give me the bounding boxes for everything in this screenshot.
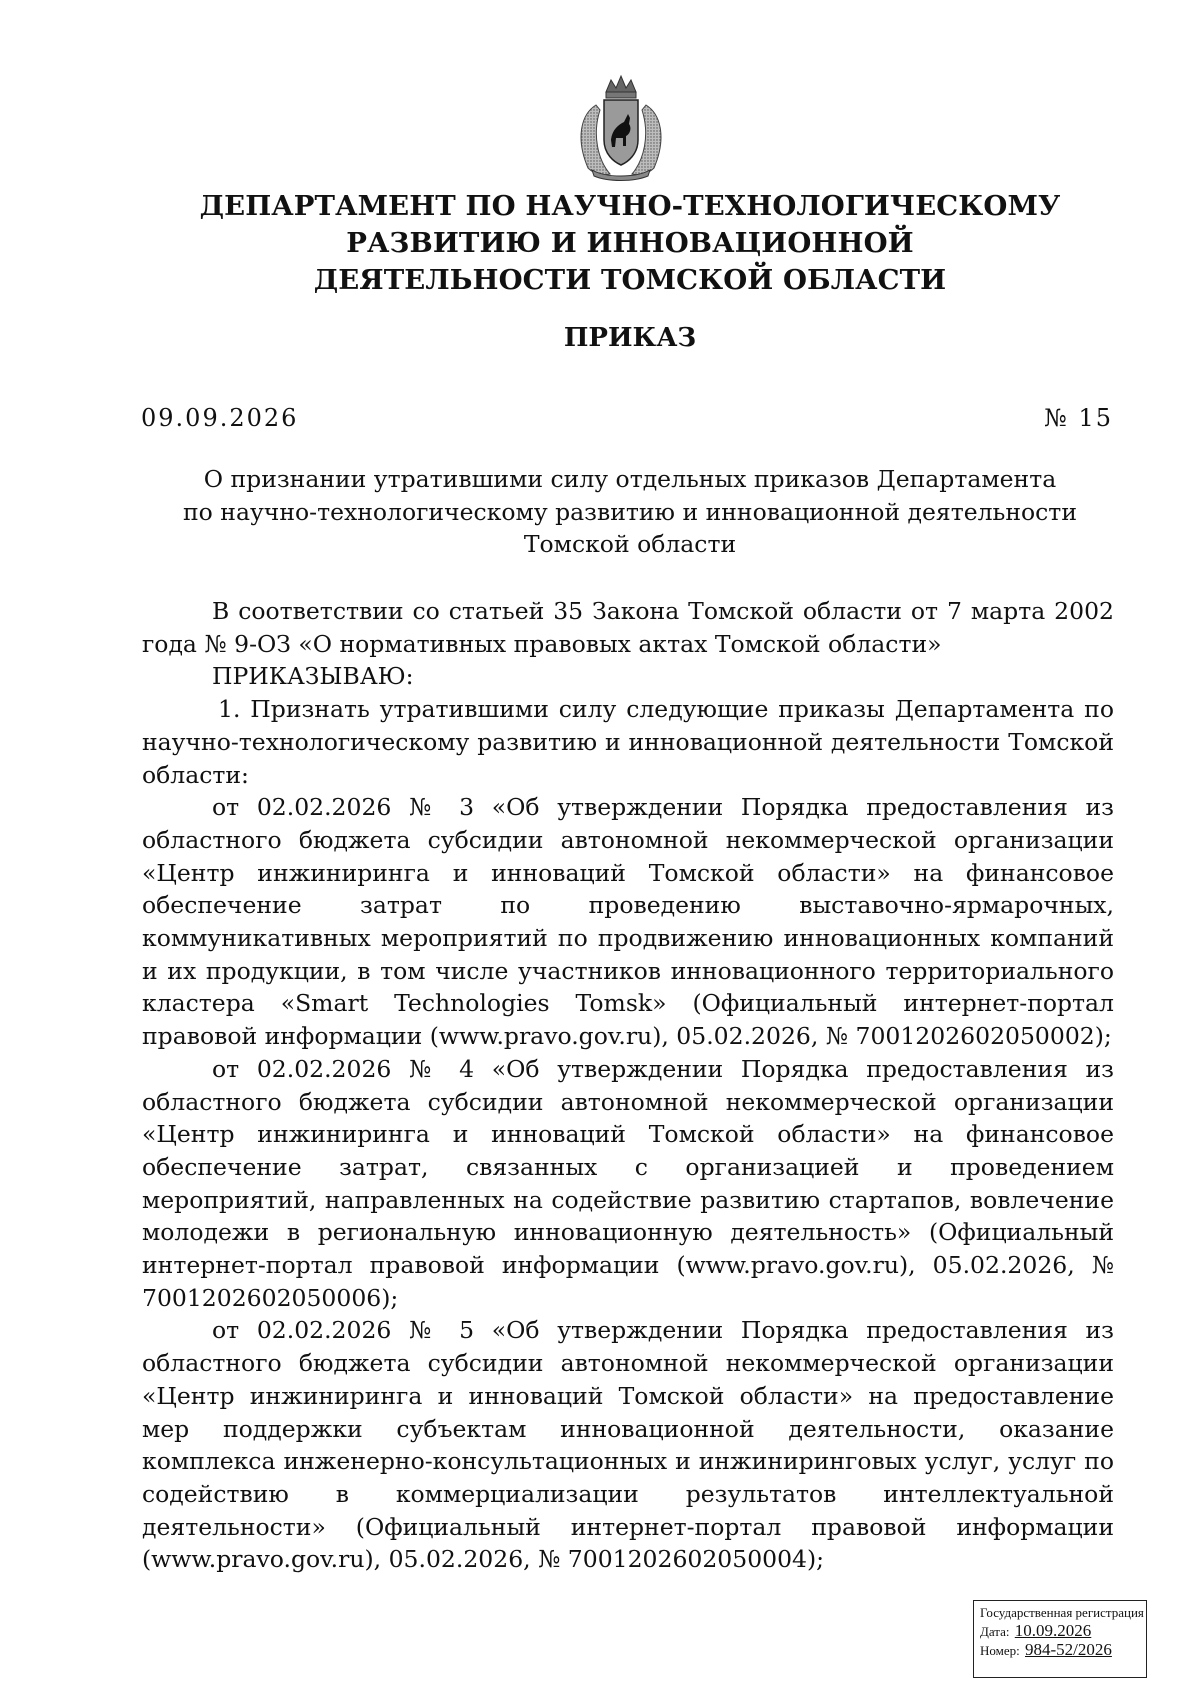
registration-number-label: Номер:: [980, 1643, 1020, 1658]
registration-stamp: [973, 1600, 1147, 1678]
document-subject: [140, 463, 1120, 561]
subject-line: по научно-технологическому развитию и инновационной деятельности: [183, 497, 1077, 526]
document-number: № 15: [1044, 404, 1113, 432]
subject-line: О признании утратившими силу отдельных приказов Департамента: [203, 465, 1057, 493]
document-body: [142, 595, 1114, 1576]
department-title: [140, 188, 1120, 299]
order-word: ПРИКАЗЫВАЮ:: [212, 662, 414, 691]
preamble-paragraph: В соответствии со статьей 35 Закона Томской области от 7 марта 2002 года № 9-ОЗ «О нормативных правовых актах Томской области»: [142, 597, 1114, 658]
document-date: 09.09.2026: [141, 404, 299, 432]
registration-date-row: [980, 1622, 1140, 1641]
department-title-line: ДЕЯТЕЛЬНОСТИ ТОМСКОЙ ОБЛАСТИ: [313, 264, 947, 296]
registration-title: Государственная регистрация: [980, 1605, 1144, 1620]
sub-item-paragraph: от 02.02.2026 № 5 «Об утверждении Порядка предоставления из областного бюджета субсидии автономной некоммерческой организации «Центр инжиниринга и инноваций Томской области» на предоставление мер поддержки субъектам инновационной деятельности, оказание комплекса инженерно-консультационных и инжиниринговых услуг, услуг по содействию в коммерциализации результатов интеллектуальной деятельности» (Официальный интернет-портал правовой информации (www.pravo.gov.ru), 05.02.2026, № 7001202602050004);: [142, 1316, 1114, 1574]
registration-date-label: Дата:: [980, 1624, 1010, 1639]
registration-date-value: 10.09.2026: [1014, 1621, 1092, 1640]
registration-number-value: 984-52/2026: [1025, 1640, 1112, 1659]
registration-number-row: [980, 1641, 1140, 1660]
item-1-paragraph: 1. Признать утратившими силу следующие приказы Департамента по научно-технологическому развитию и инновационной деятельности Томской области:: [142, 695, 1114, 789]
document-kind: ПРИКАЗ: [563, 323, 697, 353]
subject-line: Томской области: [523, 530, 737, 558]
department-title-line: ДЕПАРТАМЕНТ ПО НАУЧНО-ТЕХНОЛОГИЧЕСКОМУ: [199, 190, 1061, 222]
tomsk-region-coat-of-arms-icon: [566, 70, 676, 185]
sub-item-paragraph: от 02.02.2026 № 4 «Об утверждении Порядка предоставления из областного бюджета субсидии автономной некоммерческой организации «Центр инжиниринга и инноваций Томской области» на финансовое обеспечение затрат, связанных с организацией и проведением мероприятий, направленных на содействие развитию стартапов, вовлечение молодежи в региональную инновационную деятельность» (Официальный интернет-портал правовой информации (www.pravo.gov.ru), 05.02.2026, № 7001202602050006);: [142, 1054, 1114, 1312]
sub-item-paragraph: от 02.02.2026 № 3 «Об утверждении Порядка предоставления из областного бюджета субсидии автономной некоммерческой организации «Центр инжиниринга и инноваций Томской области» на финансовое обеспечение затрат по проведению выставочно-ярмарочных, коммуникативных мероприятий по продвижению инновационных компаний и их продукции, в том числе участников инновационного территориального кластера «Smart Technologies Tomsk» (Официальный интернет-портал правовой информации (www.pravo.gov.ru), 05.02.2026, № 7001202602050002);: [142, 793, 1114, 1051]
department-title-line: РАЗВИТИЮ И ИННОВАЦИОННОЙ: [346, 227, 914, 259]
